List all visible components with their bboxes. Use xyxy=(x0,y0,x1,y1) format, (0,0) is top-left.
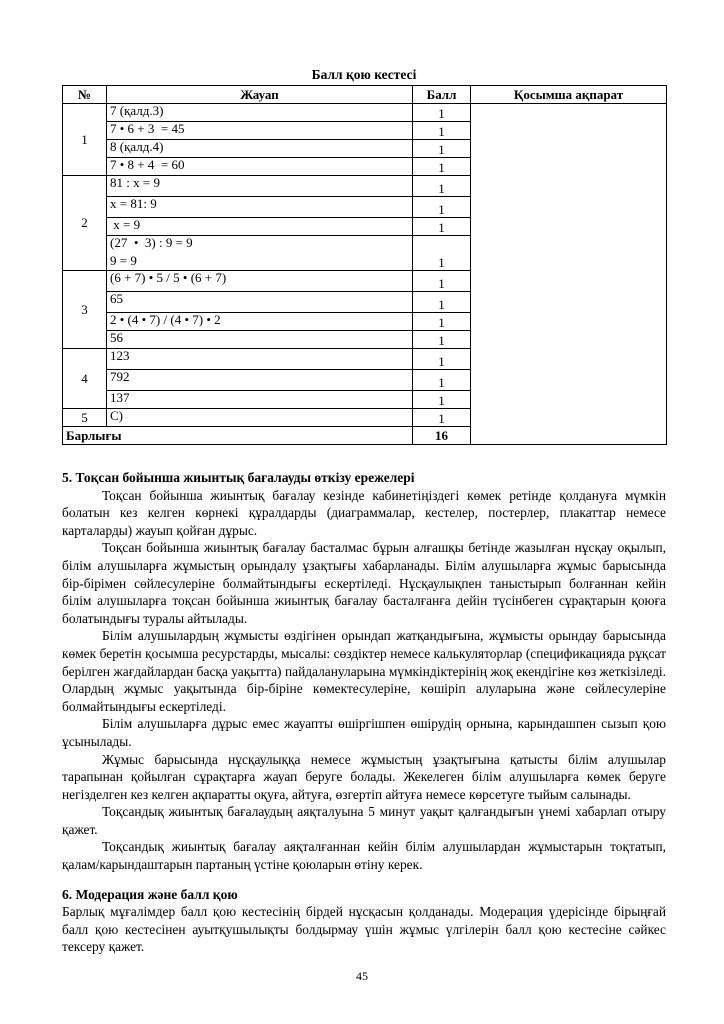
answer-line: 7 • 8 + 4 = 60 xyxy=(110,157,185,172)
answer-line: 65 xyxy=(110,291,123,306)
section5-paragraph: Білім алушылардың жұмысты өздігінен орындап жатқандығына, жұмысты орындау барысында көмек беретін қосымша ресурстарды, мысалы: сөздіктер немесе калькуляторлар (спецификацияда рұқсат берілген жағдайлардан басқа уақытта) пайдалануларына мүмкіндіктерінің жоқ екендігіне көз жеткізіледі. Олардың жұмыс уақытында бір-біріне көмектесулеріне, көшіріп алуларына және сөйлесулеріне болмайтындығы ескертіледі. xyxy=(62,628,666,714)
section5-paragraph: Тоқсан бойынша жиынтық бағалау кезінде кабинетіңіздегі көмек ретінде қолдануға мүмкін болатын кез келген көрнекі құралдарды (диаграммалар, кестелер, постерлер, плакаттар немесе карталарды) жауып қойған дұрыс. xyxy=(62,487,666,538)
answer-line: 81 : x = 9 xyxy=(110,175,160,190)
section5-paragraph: Тоқсандық жиынтық бағалау аяқталғаннан кейін білім алушылардан жұмыстарын тоқтатып, қалам/карындаштарын партаның үстіне қоюларын өтіну керек. xyxy=(62,839,666,873)
header-score: Балл xyxy=(413,86,471,104)
extra-info-cell xyxy=(471,104,667,445)
table-row xyxy=(63,104,667,122)
answer-line: (6 + 7) • 5 / 5 • (6 + 7) xyxy=(110,270,227,285)
answer-line: 7 (қалд.3) xyxy=(110,103,164,118)
total-label: Барлығы xyxy=(63,427,413,445)
task-number-cell: 1 xyxy=(63,104,107,176)
answer-line: 8 (қалд.4) xyxy=(110,139,164,154)
answer-cell xyxy=(107,104,413,122)
table-header-row xyxy=(63,86,667,104)
answer-line: 9 = 9 xyxy=(110,253,137,268)
section-gap xyxy=(62,874,666,886)
score-cell: 1 xyxy=(413,197,471,218)
score-cell: 1 xyxy=(413,158,471,176)
answer-line: x = 9 xyxy=(110,217,141,232)
score-cell: 1 xyxy=(413,218,471,236)
section6-heading: 6. Модерация және балл қою xyxy=(62,886,238,902)
answer-cell xyxy=(107,313,413,331)
task-number-cell: 3 xyxy=(63,271,107,349)
answer-line: C) xyxy=(110,408,123,423)
section5-heading: 5. Тоқсан бойынша жиынтық бағалауды өткізу ережелері xyxy=(62,470,415,485)
score-cell: 1 xyxy=(413,140,471,158)
answer-cell xyxy=(107,292,413,313)
score-cell: 1 xyxy=(413,122,471,140)
section5-paragraph: Тоқсан бойынша жиынтық бағалау басталмас бұрын алғашқы бетінде жазылған нұсқау оқылып, білім алушыларға жұмыстың орындалу ұзақтығы хабарланады. Білім алушыларға жұмыс барысында бір-бірімен сөйлесулеріне болмайтындығы ескертіледі. Нұсқаулықпен таныстырып болғаннан кейін білім алушыларға тоқсан бойынша жиынтық бағалау басталғанға дейін түсінбеген сұрақтарын қоюға болатындығы туралы айтылады. xyxy=(62,540,666,626)
answer-line: 123 xyxy=(110,348,130,363)
instructions-text xyxy=(62,469,666,956)
score-table xyxy=(62,85,667,445)
score-cell: 1 xyxy=(413,409,471,427)
score-cell: 1 xyxy=(413,313,471,331)
score-cell: 1 xyxy=(413,331,471,349)
section5-paragraph: Білім алушыларға дұрыс емес жауапты өшіргішпен өшірудің орнына, карындашпен сызып қою ұсынылады. xyxy=(62,716,666,749)
answer-cell xyxy=(107,197,413,218)
answer-cell xyxy=(107,176,413,197)
answer-cell xyxy=(107,349,413,370)
answer-line: 792 xyxy=(110,369,130,384)
answer-line: 56 xyxy=(110,330,123,345)
answer-line: 2 • (4 • 7) / (4 • 7) • 2 xyxy=(110,312,221,327)
task-number-cell: 2 xyxy=(63,176,107,271)
section6-paragraph: Барлық мұғалімдер балл қою кестесінің бірдей нұсқасын қолданады. Модерация үдерісінде бірыңғай балл қою кестесінен ауытқушылықты болдырмау үшін жұмыс үлгілерін балл қою кестесіне сәйкес тексеру қажет. xyxy=(62,904,666,955)
answer-cell xyxy=(107,158,413,176)
score-cell: 1 xyxy=(413,370,471,391)
score-cell: 1 xyxy=(413,104,471,122)
answer-line: 137 xyxy=(110,390,130,405)
answer-cell xyxy=(107,391,413,409)
score-cell: 1 xyxy=(413,349,471,370)
table-title: Балл қою кестесі xyxy=(311,67,417,82)
answer-cell xyxy=(107,370,413,391)
section5-paragraph: Жұмыс барысында нұсқаулыққа немесе жұмыстың ұзақтығына қатысты білім алушылар тарапынан қойылған сұрақтарға жауап беруге болады. Жекелеген білім алушыларға көмек беруге негізделген кез келген ақпаратты оқуға, айтуға, өзгертіп айтуға немесе көрсетуге тыйым салынады. xyxy=(62,751,666,802)
answer-cell xyxy=(107,122,413,140)
task-number-cell: 5 xyxy=(63,409,107,427)
answer-cell xyxy=(107,236,413,271)
header-extra-info: Қосымша ақпарат xyxy=(471,86,667,104)
answer-cell xyxy=(107,409,413,427)
answer-line: (27 • 3) : 9 = 9 xyxy=(110,235,193,250)
score-cell: 1 xyxy=(413,236,471,271)
header-number: № xyxy=(63,86,107,104)
answer-cell xyxy=(107,271,413,292)
answer-cell xyxy=(107,140,413,158)
table-body xyxy=(63,104,667,445)
page-number: 45 xyxy=(356,969,368,983)
task-number-cell: 4 xyxy=(63,349,107,409)
total-score: 16 xyxy=(413,427,471,445)
answer-line: 7 • 6 + 3 = 45 xyxy=(110,121,185,136)
score-cell: 1 xyxy=(413,391,471,409)
answer-line: x = 81: 9 xyxy=(110,196,157,211)
section5-paragraph: Тоқсандық жиынтық бағалаудың аяқталуына 5 минут уақыт қалғандығын үнемі хабарлап отыру қажет. xyxy=(62,804,666,837)
answer-cell xyxy=(107,218,413,236)
score-cell: 1 xyxy=(413,292,471,313)
answer-cell xyxy=(107,331,413,349)
score-cell: 1 xyxy=(413,176,471,197)
score-cell: 1 xyxy=(413,271,471,292)
header-answer: Жауап xyxy=(107,86,413,104)
